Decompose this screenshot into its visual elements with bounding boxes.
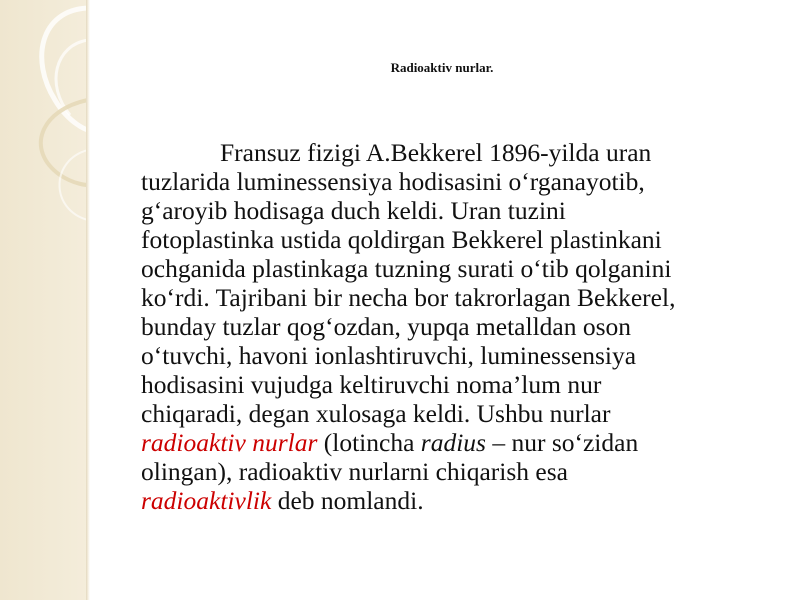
body-line: olingan), radioaktiv nurlarni chiqarish esa (141, 457, 568, 486)
slide-body-text (141, 138, 781, 515)
body-line (141, 428, 781, 457)
body-line: fotoplastinka ustida qoldirgan Bekkerel plastinkani (141, 225, 662, 254)
body-line (141, 486, 781, 515)
body-line: hodisasini vujudga keltiruvchi noma’lum nur (141, 370, 602, 399)
decorative-sidebar (0, 0, 88, 600)
body-line: tuzlarida luminessensiya hodisasini o‘rganayotib, (141, 167, 645, 196)
body-line: bunday tuzlar qog‘ozdan, yupqa metalldan oson (141, 312, 632, 341)
body-line: ochganida plastinkaga tuzning surati o‘tib qolganini (141, 254, 672, 283)
sidebar-swirl-decoration (0, 0, 88, 600)
highlight-term-radioaktiv-nurlar: radioaktiv nurlar (141, 428, 318, 457)
body-text-fragment: – nur so‘zidan (485, 428, 639, 457)
slide-title: Radioaktiv nurlar. (390, 60, 494, 75)
body-line: Fransuz fizigi A.Bekkerel 1896-yilda uran (220, 138, 652, 167)
body-text-fragment: deb nomlandi. (271, 486, 424, 515)
body-text-fragment: (lotincha (317, 428, 421, 457)
body-line: ko‘rdi. Tajribani bir necha bor takrorlagan Bekkerel, (141, 283, 676, 312)
highlight-term-radioaktivlik: radioaktivlik (141, 486, 272, 515)
sidebar-edge (86, 0, 90, 600)
body-line: chiqaradi, degan xulosaga keldi. Ushbu nurlar (141, 399, 611, 428)
body-line: g‘aroyib hodisaga duch keldi. Uran tuzini (141, 196, 566, 225)
italic-term-radius: radius (420, 428, 486, 457)
body-line: o‘tuvchi, havoni ionlashtiruvchi, luminessensiya (141, 341, 637, 370)
